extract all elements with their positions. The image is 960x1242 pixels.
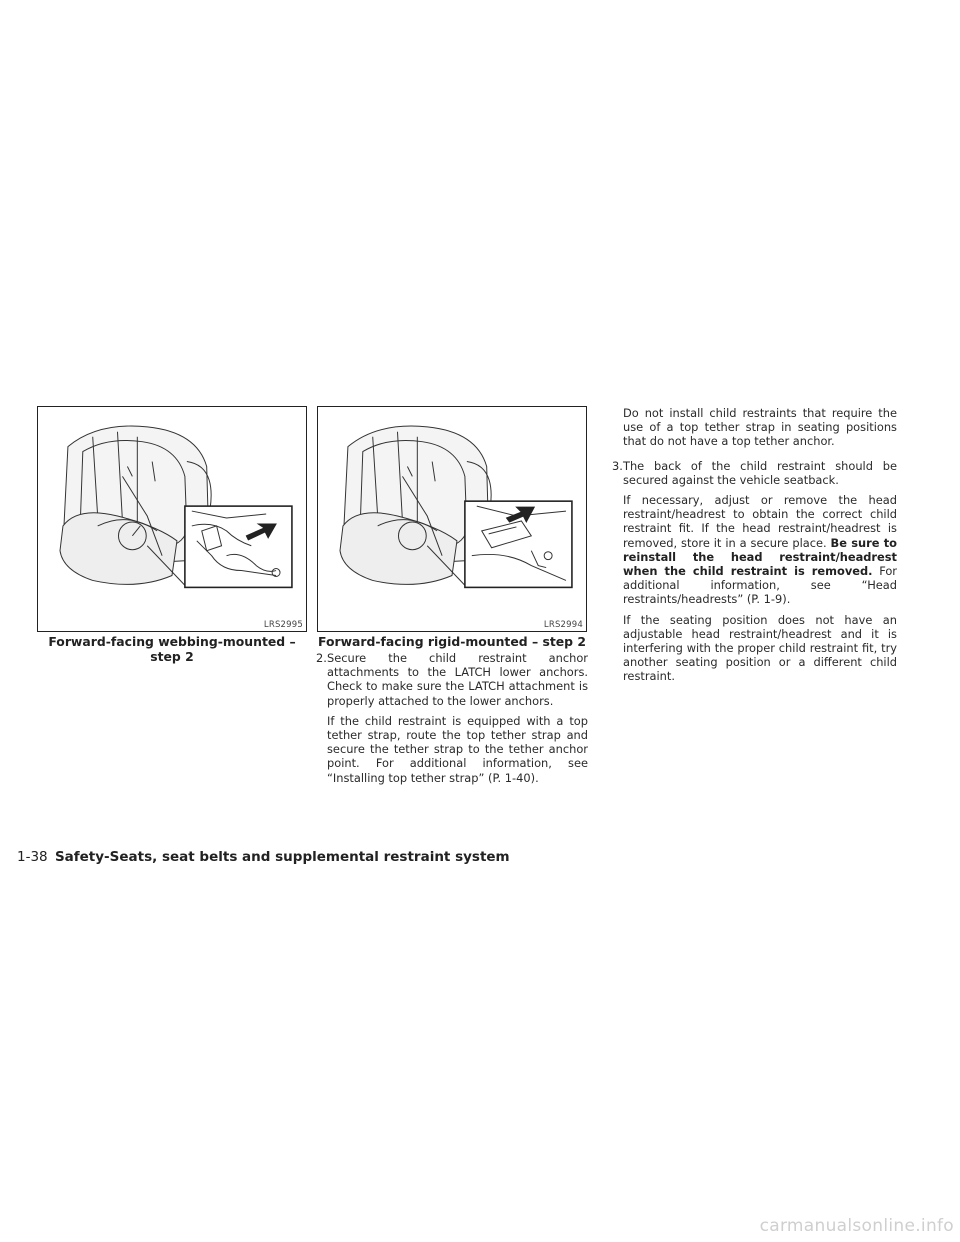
page-footer	[17, 849, 510, 866]
child-seat-webbing-illustration	[38, 407, 306, 631]
paragraph: If the seating position does not have an adjustable head restraint/headrest and it is interfering with the proper child restraint fit, try another seating position or a different child restraint.	[623, 612, 897, 684]
step-text: The back of the child restraint should be secured against the vehicle seatback.	[623, 458, 897, 487]
step-text: Secure the child restraint anchor attachments to the LATCH lower anchors. Check to make sure the LATCH attachment is properly attached to the lower anchors.	[327, 651, 588, 708]
figure-webbing-mounted	[37, 406, 307, 632]
figure-rigid-mounted	[317, 406, 587, 632]
child-seat-rigid-illustration	[318, 407, 586, 631]
page-number: 1-38	[17, 849, 48, 865]
figure-caption: Forward-facing webbing-mounted – step 2	[48, 634, 296, 664]
paragraph-text: If necessary, adjust or remove the head restraint/headrest to obtain the correct child restraint fit. If the head restraint/headrest is removed, store it in a secure place.	[623, 493, 897, 550]
paragraph-text: For additional information, see “Head restraints/headrests” (P. 1-9).	[623, 564, 897, 607]
figure-code: LRS2995	[263, 620, 303, 630]
step-2-item	[316, 651, 588, 708]
step-number: 2.	[316, 651, 327, 665]
figure-code: LRS2994	[543, 620, 583, 630]
warning-text: Be sure to reinstall the head restraint/headrest when the child restraint is removed.	[623, 535, 897, 579]
step-3-section	[612, 406, 897, 684]
step-3-item	[612, 459, 897, 487]
section-title: Safety-Seats, seat belts and supplemental restraint system	[54, 849, 510, 865]
watermark: carmanualsonline.info	[759, 1216, 954, 1236]
step-2-section	[316, 651, 588, 785]
paragraph: If the child restraint is equipped with a top tether strap, route the top tether strap and secure the tether strap to the tether anchor point. For additional information, see “Installing top tether strap” (P. 1-40).	[327, 713, 588, 785]
step-number: 3.	[612, 458, 623, 473]
figure-caption: Forward-facing rigid-mounted – step 2	[318, 634, 586, 649]
paragraph	[623, 493, 897, 607]
paragraph: Do not install child restraints that require the use of a top tether strap in seating positions that do not have a top tether anchor.	[623, 406, 897, 449]
